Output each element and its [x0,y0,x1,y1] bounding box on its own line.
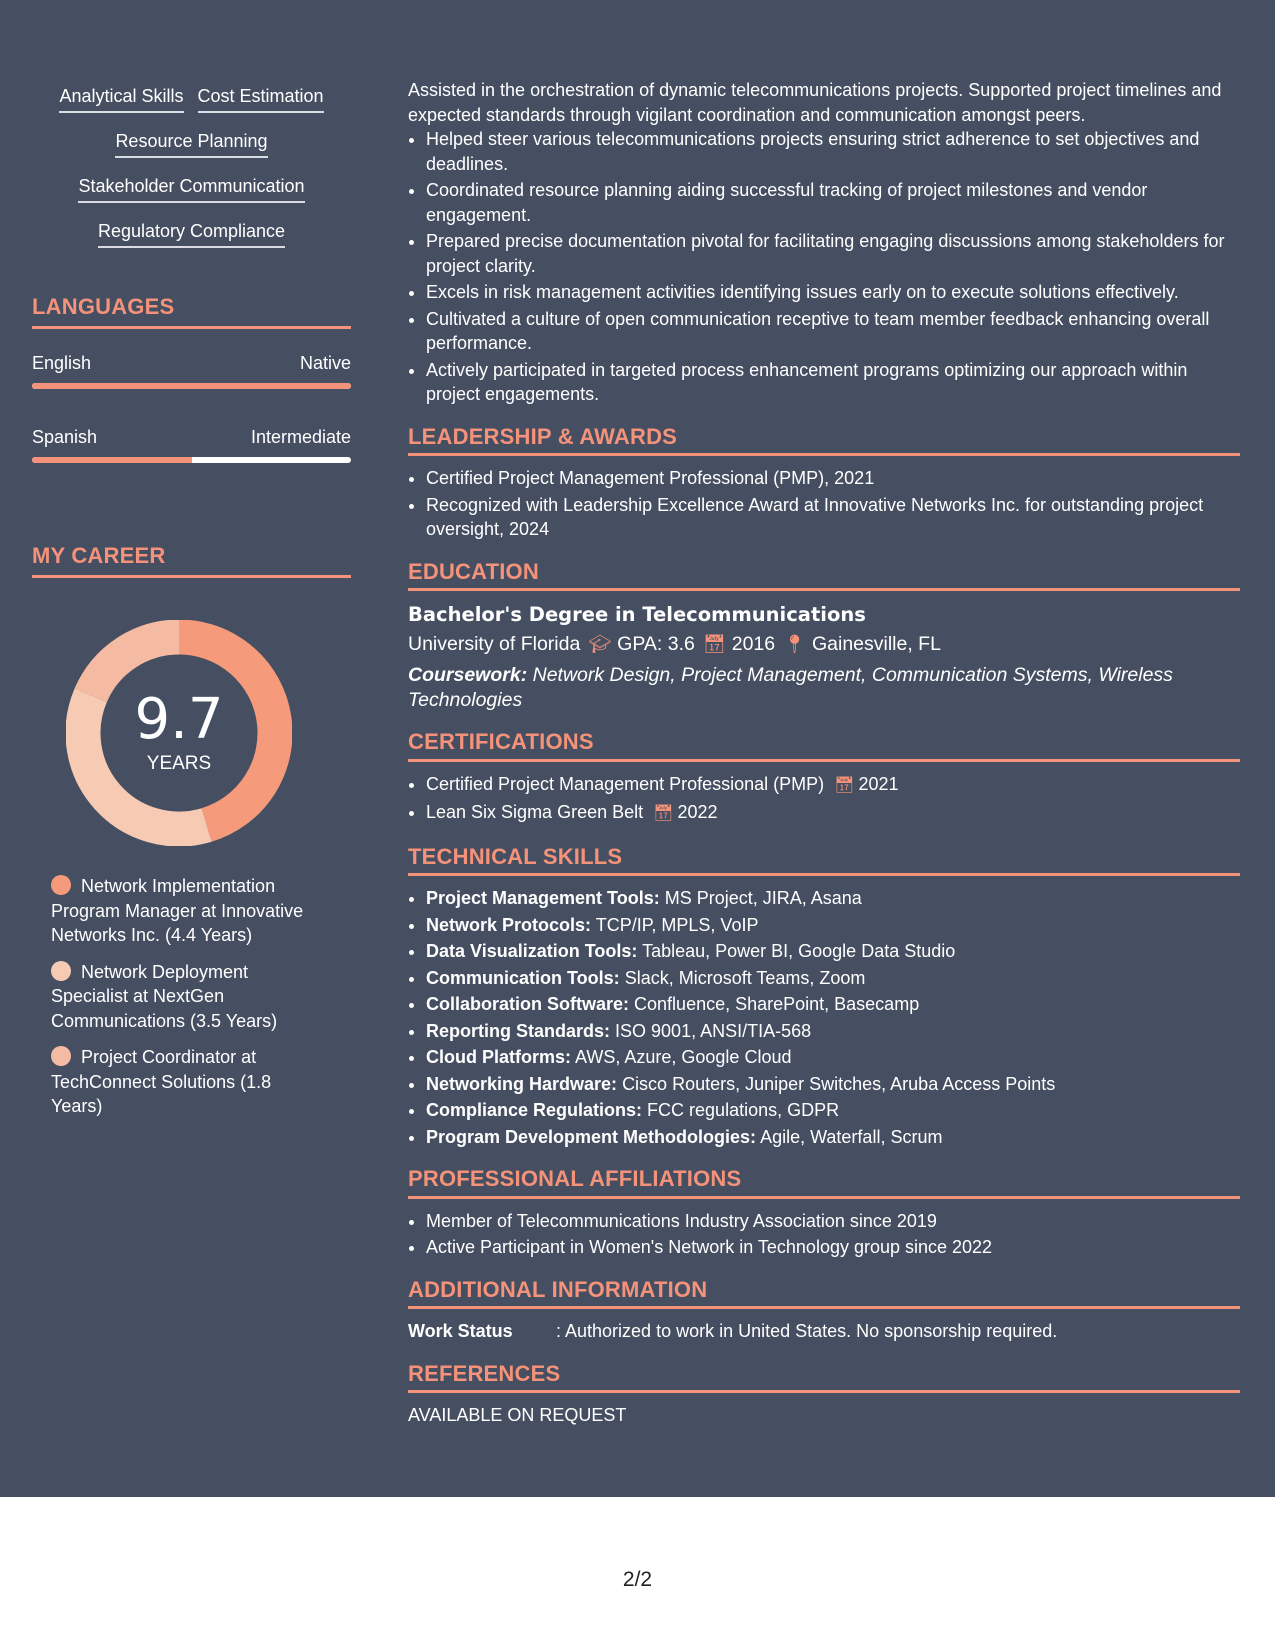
skills-row [32,84,351,129]
language-level: Native [299,353,351,373]
certification-year: 2021 [858,773,899,794]
right-column [408,78,1240,1428]
references-text: AVAILABLE ON REQUEST [408,1405,627,1425]
experience-bullet: • Prepared precise documentation pivotal for facilitating engaging discussions among stakeholders for project clarity. [426,229,1240,278]
tech-skill-label: Cloud Platforms: [426,1047,572,1067]
tech-skill-item [426,992,1240,1017]
work-status-row [408,1319,1240,1344]
career-title: MY CAREER [32,543,351,578]
skills-row [32,219,351,264]
tech-skill-item [426,913,1240,938]
experience-bullet: • Excels in risk management activities identifying issues early on to execute solutions effectively. [426,280,1240,305]
tech-skill-value: Agile, Waterfall, Scrum [760,1126,943,1147]
career-unit: YEARS [146,753,212,774]
tech-skill-label: Collaboration Software: [426,994,630,1014]
tech-skill-label: Network Protocols: [426,914,592,935]
tech-skill-item [426,939,1240,964]
leadership-list [408,466,1240,542]
tech-skill-label: Program Development Methodologies: [426,1126,757,1147]
tech-skill-value: Tableau, Power BI, Google Data Studio [642,941,956,961]
legend-label: Project Coordinator at TechConnect Solutions (1.8 Years) [51,1047,272,1116]
experience-bullet: • Actively participated in targeted process enhancement programs optimizing our approach within project engagements. [426,358,1240,407]
language-bar [32,383,351,389]
gpa: GPA: 3.6 [617,633,695,655]
language-name: Spanish [32,427,98,447]
tech-skill-item [426,1019,1240,1044]
languages-title: LANGUAGES [32,294,351,329]
experience-bullet: • Coordinated resource planning aiding successful tracking of project milestones and vendor engagement. [426,178,1240,227]
technical-skills-list [408,886,1240,1149]
legend-item [51,960,321,1034]
tech-skill-item [426,1098,1240,1123]
tech-skill-label: Compliance Regulations: [426,1100,643,1120]
leadership-title: LEADERSHIP & AWARDS [408,425,1240,457]
tech-skill-value: Cisco Routers, Juniper Switches, Aruba Access Points [622,1073,1056,1094]
tech-skill-item [426,966,1240,991]
work-status-value: : Authorized to work in United States. No sponsorship required. [556,1321,1058,1341]
leadership-item: • Certified Project Management Professional (PMP), 2021 [426,466,1240,491]
language-name: English [32,353,92,373]
skill-tag: Resource Planning [115,129,267,158]
experience-bullet: • Helped steer various telecommunications projects ensuring strict adherence to set objectives and deadlines. [426,127,1240,176]
tech-skill-item [426,886,1240,911]
language-bar-fill [32,457,192,463]
tech-skill-value: TCP/IP, MPLS, VoIP [595,914,759,935]
legend-dot [51,961,71,981]
coursework-list: Network Design, Project Management, Communication Systems, Wireless Technologies [408,664,1173,711]
skill-tag: Analytical Skills [59,84,183,113]
degree-title: Bachelor's Degree in Telecommunications [408,603,866,626]
calendar-icon: 📅︎ [702,634,726,654]
certification-item [426,800,1240,827]
certification-name: Certified Project Management Professional (PMP) [426,773,825,794]
tech-skill-value: MS Project, JIRA, Asana [664,888,862,908]
tech-skill-label: Reporting Standards: [426,1020,611,1041]
tech-skill-item [426,1125,1240,1150]
language-bar-fill [32,383,351,389]
career-donut-chart [66,620,292,846]
tech-skill-value: Confluence, SharePoint, Basecamp [634,994,920,1014]
legend-label: Network Deployment Specialist at NextGen Communications (3.5 Years) [51,961,278,1031]
school-name: University of Florida [408,633,581,655]
skills-row [32,174,351,219]
work-status-label: Work Status [408,1321,513,1341]
experience-bullets [408,127,1240,407]
calendar-icon: 📅︎ [834,776,855,794]
education-title: EDUCATION [408,560,1240,592]
coursework-label: Coursework: [408,664,528,686]
certifications-list [408,772,1240,827]
technical-skills-title: TECHNICAL SKILLS [408,845,1240,877]
map-pin-icon: 📍︎ [783,634,806,654]
additional-info-title: ADDITIONAL INFORMATION [408,1278,1240,1310]
tech-skill-value: FCC regulations, GDPR [647,1100,840,1120]
languages-list [32,351,351,463]
language-item [32,425,351,463]
career-legend [32,874,351,1119]
skill-tag: Stakeholder Communication [78,174,304,203]
tech-skill-value: AWS, Azure, Google Cloud [575,1047,792,1067]
certification-year: 2022 [677,802,718,822]
calendar-icon: 📅︎ [653,805,674,822]
legend-item [51,874,321,948]
skills-list [32,84,351,264]
skill-tag: Regulatory Compliance [98,219,285,248]
tech-skill-label: Communication Tools: [426,967,620,988]
experience-summary: Assisted in the orchestration of dynamic telecommunications projects. Supported project timelines and expected standards through vigilant coordination and communication amongst peers. [408,80,1222,125]
leadership-item: • Recognized with Leadership Excellence Award at Innovative Networks Inc. for outstanding project oversight, 2024 [426,493,1240,542]
page-number: 2/2 [622,1568,653,1591]
affiliation-item: • Member of Telecommunications Industry Association since 2019 [426,1209,1240,1234]
certifications-title: CERTIFICATIONS [408,730,1240,762]
left-column [32,84,351,1131]
language-item [32,351,351,389]
tech-skill-label: Project Management Tools: [426,888,660,908]
career-total: 9.7 [134,687,224,752]
legend-label: Network Implementation Program Manager at Innovative Networks Inc. (4.4 Years) [51,876,304,945]
language-bar [32,457,351,463]
language-level: Intermediate [250,427,351,447]
skills-row [32,129,351,174]
tech-skill-value: ISO 9001, ANSI/TIA-568 [615,1020,812,1041]
skill-tag: Cost Estimation [198,84,324,113]
tech-skill-value: Slack, Microsoft Teams, Zoom [624,967,866,988]
affiliations-list [408,1209,1240,1260]
legend-dot [51,1046,71,1066]
school-location: Gainesville, FL [811,633,941,655]
tech-skill-label: Data Visualization Tools: [426,941,638,961]
legend-dot [51,875,71,895]
education-meta [408,629,1240,659]
tech-skill-item [426,1072,1240,1097]
tech-skill-label: Networking Hardware: [426,1073,618,1094]
graduation-cap-icon: 🎓︎ [588,634,612,654]
graduation-year: 2016 [731,633,776,655]
affiliations-title: PROFESSIONAL AFFILIATIONS [408,1167,1240,1199]
references-title: REFERENCES [408,1362,1240,1394]
legend-item [51,1045,321,1119]
experience-bullet: • Cultivated a culture of open communication receptive to team member feedback enhancing overall performance. [426,307,1240,356]
tech-skill-item [426,1045,1240,1070]
certification-name: Lean Six Sigma Green Belt [426,802,644,822]
certification-item [426,772,1240,799]
coursework [408,663,1240,712]
affiliation-item: • Active Participant in Women's Network in Technology group since 2022 [426,1235,1240,1260]
